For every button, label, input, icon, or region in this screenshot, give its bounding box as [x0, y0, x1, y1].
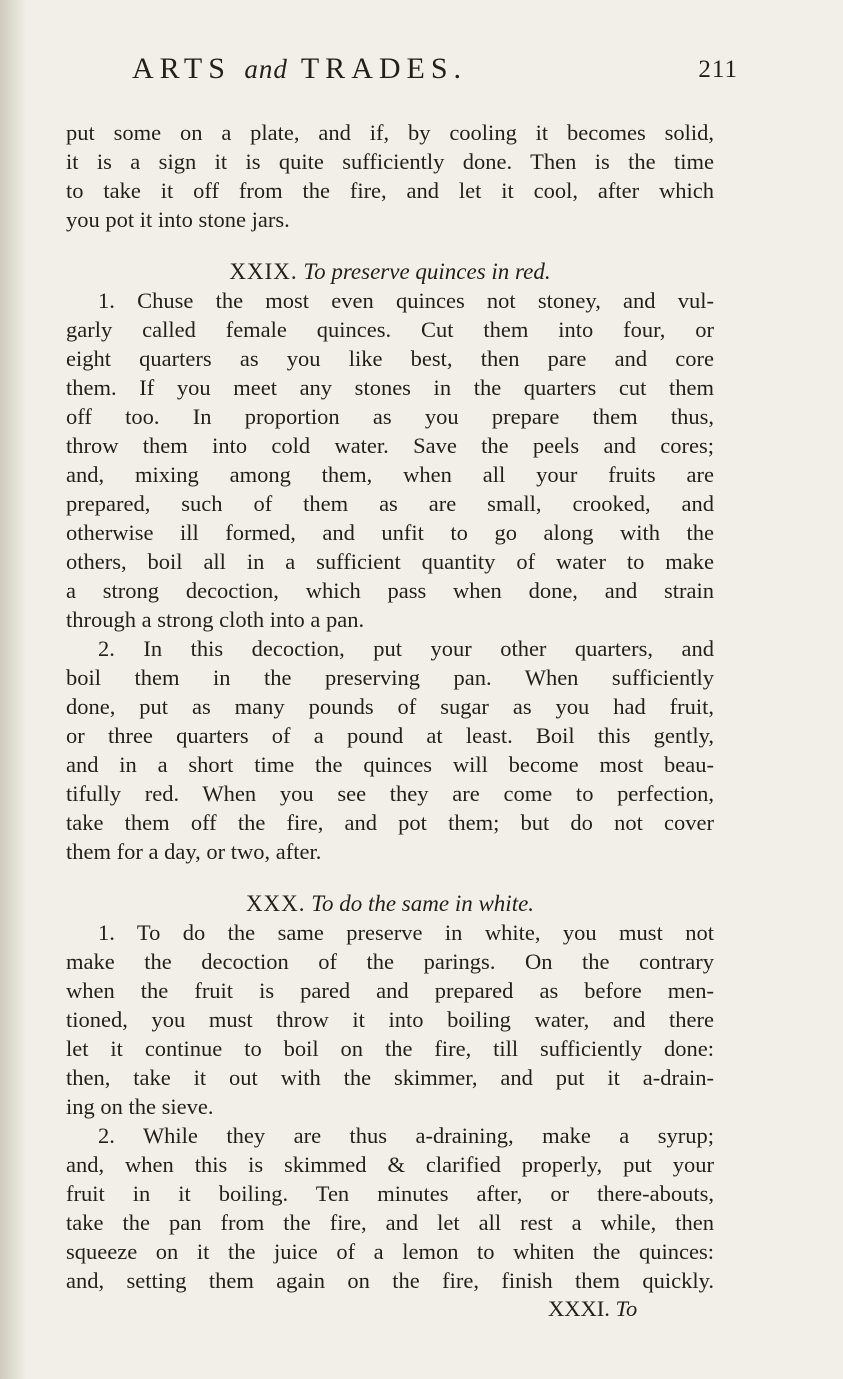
section-title: To do the same in white.	[311, 891, 535, 916]
text-line: then, take it out with the skimmer, and put it a-drain-	[66, 1065, 714, 1090]
text-line: put some on a plate, and if, by cooling it becomes solid,	[66, 120, 714, 145]
text-line: you pot it into stone jars.	[66, 207, 290, 232]
text-line: them for a day, or two, after.	[66, 839, 322, 864]
running-header	[132, 52, 746, 92]
intro-paragraph	[66, 118, 714, 234]
text-line: throw them into cold water. Save the peels and cores;	[66, 433, 714, 458]
text-line: when the fruit is pared and prepared as before men-	[66, 978, 714, 1003]
section-number: XXIX.	[229, 259, 298, 284]
catchword-number: XXXI.	[548, 1296, 610, 1321]
text-line: 1. To do the same preserve in white, you must not	[98, 920, 714, 945]
page-body	[66, 118, 714, 1295]
text-line: otherwise ill formed, and unfit to go along with the	[66, 520, 714, 545]
text-line: eight quarters as you like best, then pare and core	[66, 346, 714, 371]
text-line: let it continue to boil on the fire, till sufficiently done:	[66, 1036, 714, 1061]
text-line: ing on the sieve.	[66, 1094, 214, 1119]
running-title-and: and	[244, 54, 288, 84]
text-line: take them off the fire, and pot them; but do not cover	[66, 810, 714, 835]
text-line: 1. Chuse the most even quinces not stoney, and vul-	[98, 288, 714, 313]
text-line: through a strong cloth into a pan.	[66, 607, 365, 632]
text-line: and, when this is skimmed & clarified properly, put your	[66, 1152, 714, 1177]
text-line: garly called female quinces. Cut them into four, or	[66, 317, 714, 342]
text-line: make the decoction of the parings. On the contrary	[66, 949, 714, 974]
text-line: boil them in the preserving pan. When sufficiently	[66, 665, 714, 690]
catchword	[548, 1296, 637, 1322]
catchword-text: To	[615, 1296, 638, 1321]
section-heading	[66, 257, 714, 286]
text-line: squeeze on it the juice of a lemon to whiten the quinces:	[66, 1239, 714, 1264]
text-line: take the pan from the fire, and let all rest a while, then	[66, 1210, 714, 1235]
section-heading	[66, 889, 714, 918]
text-line: 2. While they are thus a-draining, make a syrup;	[98, 1123, 714, 1148]
section-number: XXX.	[245, 891, 306, 916]
text-line: and, mixing among them, when all your fruits are	[66, 462, 714, 487]
text-line: 2. In this decoction, put your other quarters, and	[98, 636, 714, 661]
running-title-trades: TRADES.	[300, 52, 468, 85]
text-line: prepared, such of them as are small, crooked, and	[66, 491, 714, 516]
section-title: To preserve quinces in red.	[303, 259, 551, 284]
text-line: done, put as many pounds of sugar as you had fruit,	[66, 694, 714, 719]
text-line: tifully red. When you see they are come to perfection,	[66, 781, 714, 806]
text-line: or three quarters of a pound at least. Boil this gently,	[66, 723, 714, 748]
section-body	[66, 286, 714, 866]
running-title-arts: ARTS	[132, 52, 231, 85]
running-title	[132, 52, 467, 86]
text-line: them. If you meet any stones in the quarters cut them	[66, 375, 714, 400]
text-line: off too. In proportion as you prepare them thus,	[66, 404, 714, 429]
section-body	[66, 918, 714, 1295]
text-line: others, boil all in a sufficient quantity of water to make	[66, 549, 714, 574]
page-number: 211	[698, 56, 738, 83]
text-line: and, setting them again on the fire, finish them quickly.	[66, 1268, 714, 1293]
book-gutter	[0, 0, 27, 1379]
text-line: it is a sign it is quite sufficiently done. Then is the time	[66, 149, 714, 174]
text-line: a strong decoction, which pass when done, and strain	[66, 578, 714, 603]
text-line: fruit in it boiling. Ten minutes after, or there-abouts,	[66, 1181, 714, 1206]
text-line: to take it off from the fire, and let it cool, after which	[66, 178, 714, 203]
text-line: and in a short time the quinces will become most beau-	[66, 752, 714, 777]
text-line: tioned, you must throw it into boiling water, and there	[66, 1007, 714, 1032]
